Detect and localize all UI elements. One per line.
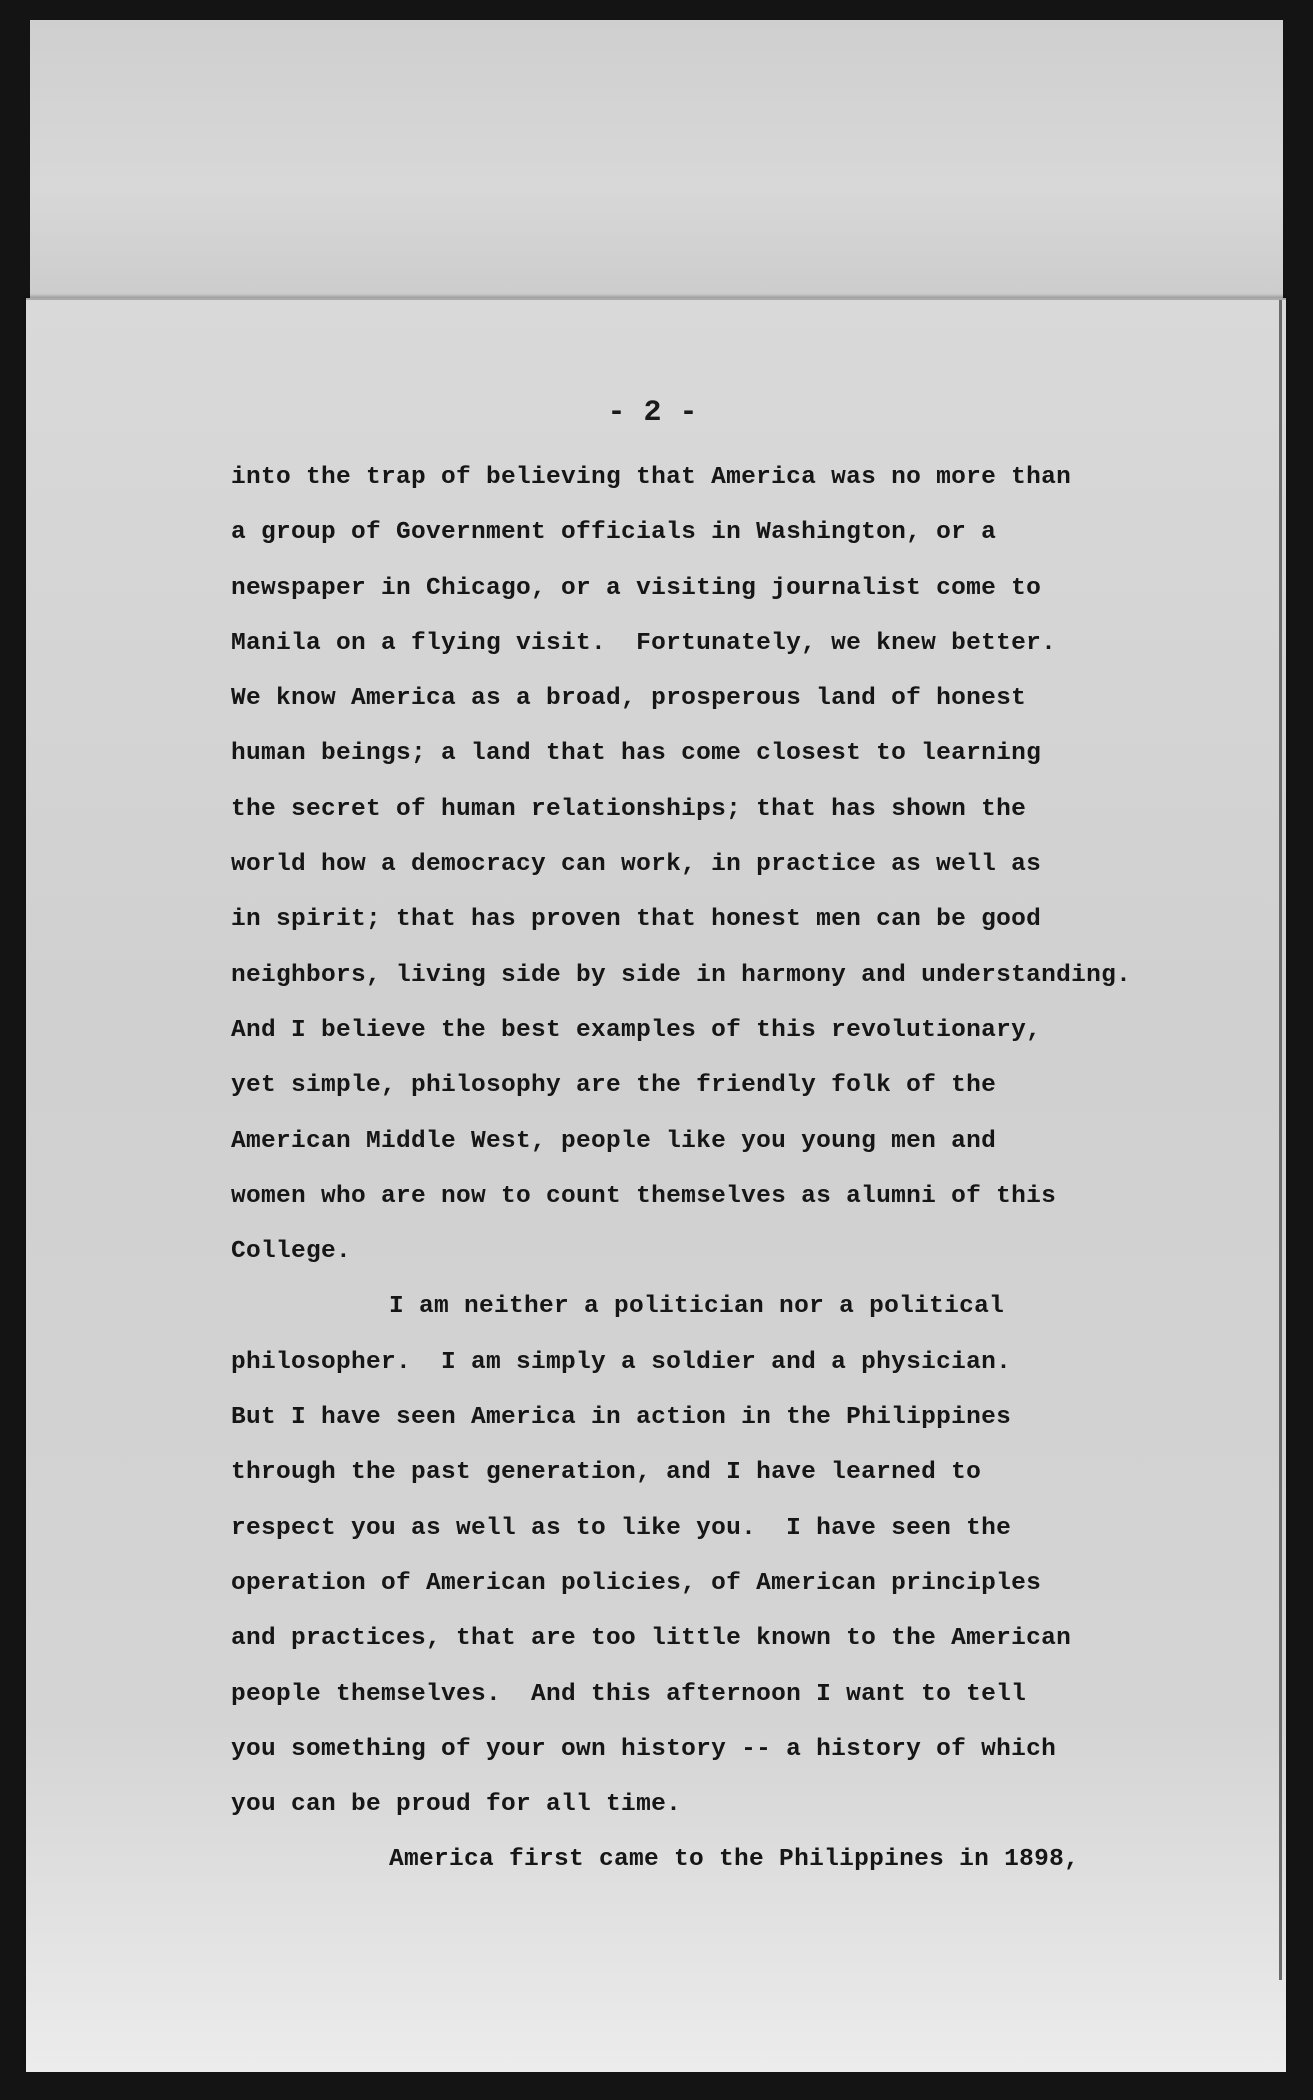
text-line: into the trap of believing that America was no more than — [231, 464, 1072, 491]
body-text — [231, 450, 1231, 1888]
text-line: America first came to the Philippines in 1898, — [389, 1846, 1080, 1874]
text-line: world how a democracy can work, in practice as well as — [231, 851, 1042, 879]
text-line: American Middle West, people like you young men and — [231, 1127, 997, 1155]
text-line: neighbors, living side by side in harmony and understanding. — [231, 961, 1132, 989]
text-line: you something of your own history -- a history of which — [231, 1735, 1057, 1763]
text-line: human beings; a land that has come closest to learning — [231, 740, 1042, 768]
page-edge — [1279, 300, 1282, 1980]
text-line: people themselves. And this afternoon I want to tell — [231, 1680, 1027, 1708]
text-line: But I have seen America in action in the Philippines — [231, 1404, 1012, 1432]
text-line: a group of Government officials in Washington, or a — [231, 519, 997, 547]
text-line: I am neither a politician nor a political — [389, 1293, 1005, 1321]
underlying-sheet — [30, 20, 1283, 300]
text-line: you can be proud for all time. — [231, 1791, 682, 1819]
page-number: - 2 - — [607, 396, 698, 430]
scanned-document — [30, 20, 1283, 2070]
text-line: philosopher. I am simply a soldier and a physician. — [231, 1348, 1012, 1376]
text-line: Manila on a flying visit. Fortunately, we knew better. — [231, 629, 1057, 657]
text-line: through the past generation, and I have learned to — [231, 1459, 982, 1487]
text-line: in spirit; that has proven that honest men can be good — [231, 906, 1042, 934]
text-line: And I believe the best examples of this revolutionary, — [231, 1016, 1042, 1044]
text-line: and practices, that are too little known to the American — [231, 1625, 1072, 1653]
document-page — [26, 298, 1286, 2072]
text-line: respect you as well as to like you. I have seen the — [231, 1514, 1012, 1542]
text-line: College. — [231, 1238, 352, 1266]
text-line: We know America as a broad, prosperous land of honest — [231, 685, 1027, 713]
text-line: the secret of human relationships; that has shown the — [231, 795, 1027, 823]
text-line: yet simple, philosophy are the friendly folk of the — [231, 1072, 997, 1100]
text-line: women who are now to count themselves as alumni of this — [231, 1182, 1057, 1210]
text-line: operation of American policies, of American principles — [231, 1569, 1042, 1597]
text-line: newspaper in Chicago, or a visiting journalist come to — [231, 574, 1042, 602]
